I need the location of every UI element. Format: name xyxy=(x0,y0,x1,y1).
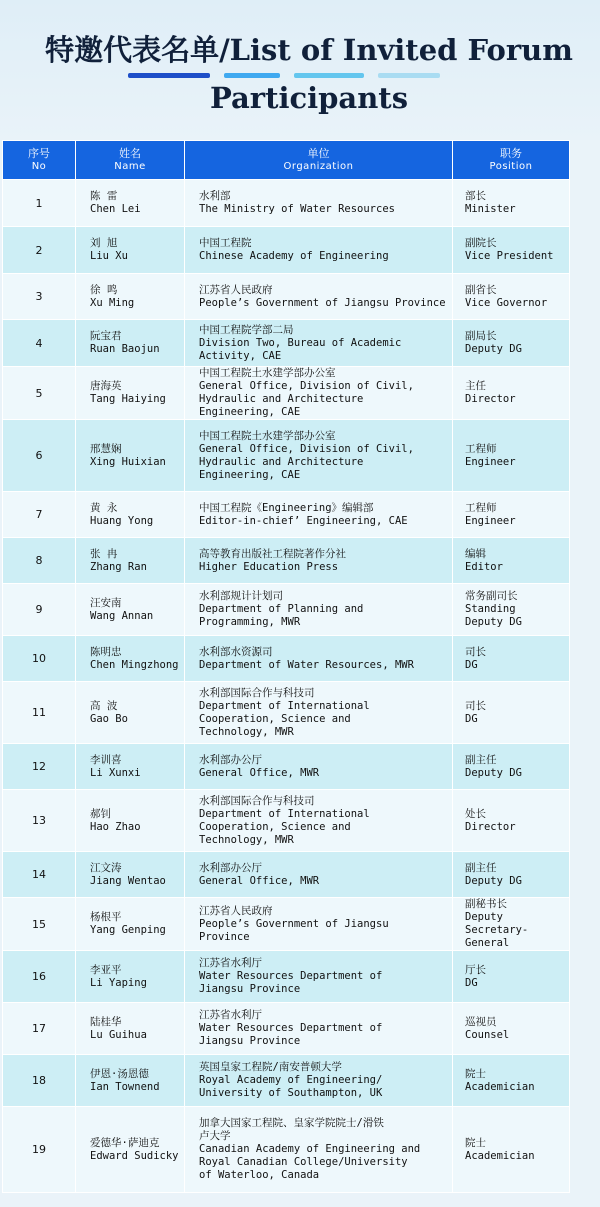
row-number: 4 xyxy=(3,320,76,367)
row-number: 10 xyxy=(3,636,76,682)
deco-bar xyxy=(378,73,440,78)
participant-organization: 水利部办公厅 General Office, MWR xyxy=(185,852,453,898)
participants-table xyxy=(2,140,570,1193)
table-row xyxy=(3,951,570,1003)
row-number: 16 xyxy=(3,951,76,1003)
participant-name: 陈明忠 Chen Mingzhong xyxy=(76,636,185,682)
participant-organization: 中国工程院《Engineering》编辑部 Editor-in-chief’ Engineering, CAE xyxy=(185,492,453,538)
row-number: 15 xyxy=(3,898,76,951)
participant-name: 李训喜 Li Xunxi xyxy=(76,744,185,790)
participant-organization: 英国皇家工程院/南安普顿大学 Royal Academy of Engineering/ University of Southampton, UK xyxy=(185,1055,453,1107)
row-number: 3 xyxy=(3,274,76,320)
table-row xyxy=(3,636,570,682)
header-organization: 单位 Organization xyxy=(185,141,453,180)
participant-position: 院士 Academician xyxy=(453,1055,570,1107)
table-row xyxy=(3,852,570,898)
participant-position: 常务副司长 Standing Deputy DG xyxy=(453,584,570,636)
row-number: 14 xyxy=(3,852,76,898)
table-row xyxy=(3,420,570,492)
table-row xyxy=(3,1055,570,1107)
participant-name: 徐 鸣 Xu Ming xyxy=(76,274,185,320)
participant-organization: 加拿大国家工程院、皇家学院院士/滑铁 卢大学 Canadian Academy of Engineering and Royal Canadian College/University of Waterloo, Canada xyxy=(185,1107,453,1193)
deco-bar xyxy=(128,73,210,78)
participant-name: 高 波 Gao Bo xyxy=(76,682,185,744)
row-number: 17 xyxy=(3,1003,76,1055)
participant-name: 伊恩·汤恩德 Ian Townend xyxy=(76,1055,185,1107)
participant-organization: 水利部 The Ministry of Water Resources xyxy=(185,180,453,227)
table-row xyxy=(3,790,570,852)
header-name: 姓名 Name xyxy=(76,141,185,180)
header-no: 序号 No xyxy=(3,141,76,180)
deco-bar xyxy=(294,73,364,78)
row-number: 7 xyxy=(3,492,76,538)
participant-organization: 中国工程院学部二局 Division Two, Bureau of Academic Activity, CAE xyxy=(185,320,453,367)
participant-organization: 水利部国际合作与科技司 Department of International Cooperation, Science and Technology, MWR xyxy=(185,682,453,744)
table-row xyxy=(3,492,570,538)
row-number: 6 xyxy=(3,420,76,492)
participant-organization: 江苏省人民政府 People’s Government of Jiangsu Province xyxy=(185,274,453,320)
participant-name: 黄 永 Huang Yong xyxy=(76,492,185,538)
row-number: 12 xyxy=(3,744,76,790)
participant-position: 编辑 Editor xyxy=(453,538,570,584)
participant-position: 院士 Academician xyxy=(453,1107,570,1193)
participant-organization: 高等教育出版社工程院著作分社 Higher Education Press xyxy=(185,538,453,584)
table-row xyxy=(3,320,570,367)
row-number: 11 xyxy=(3,682,76,744)
participant-name: 江文涛 Jiang Wentao xyxy=(76,852,185,898)
participant-position: 副院长 Vice President xyxy=(453,227,570,274)
participant-name: 陆桂华 Lu Guihua xyxy=(76,1003,185,1055)
participant-organization: 水利部规计计划司 Department of Planning and Programming, MWR xyxy=(185,584,453,636)
header-position: 职务 Position xyxy=(453,141,570,180)
participant-position: 巡视员 Counsel xyxy=(453,1003,570,1055)
participant-name: 张 冉 Zhang Ran xyxy=(76,538,185,584)
table-row xyxy=(3,584,570,636)
participant-name: 李亚平 Li Yaping xyxy=(76,951,185,1003)
title-line-1: 特邀代表名单/List of Invited Forum xyxy=(45,33,573,67)
row-number: 13 xyxy=(3,790,76,852)
table-row xyxy=(3,538,570,584)
table-body xyxy=(3,180,570,1193)
participant-position: 司长 DG xyxy=(453,682,570,744)
table-row xyxy=(3,1107,570,1193)
participant-position: 副局长 Deputy DG xyxy=(453,320,570,367)
participant-position: 副主任 Deputy DG xyxy=(453,852,570,898)
participant-organization: 水利部水资源司 Department of Water Resources, MWR xyxy=(185,636,453,682)
participant-name: 爱德华·萨迪克 Edward Sudicky xyxy=(76,1107,185,1193)
table-row xyxy=(3,180,570,227)
table-row xyxy=(3,274,570,320)
participant-organization: 水利部国际合作与科技司 Department of International Cooperation, Science and Technology, MWR xyxy=(185,790,453,852)
participant-position: 厅长 DG xyxy=(453,951,570,1003)
participant-organization: 江苏省水利厅 Water Resources Department of Jiangsu Province xyxy=(185,951,453,1003)
participant-name: 刘 旭 Liu Xu xyxy=(76,227,185,274)
row-number: 9 xyxy=(3,584,76,636)
participant-position: 工程师 Engineer xyxy=(453,420,570,492)
participant-name: 杨根平 Yang Genping xyxy=(76,898,185,951)
participant-position: 工程师 Engineer xyxy=(453,492,570,538)
table-row xyxy=(3,227,570,274)
participant-name: 阮宝君 Ruan Baojun xyxy=(76,320,185,367)
participant-organization: 江苏省人民政府 People’s Government of Jiangsu Province xyxy=(185,898,453,951)
participant-position: 副主任 Deputy DG xyxy=(453,744,570,790)
table-header-row xyxy=(3,141,570,180)
participant-organization: 中国工程院土水建学部办公室 General Office, Division of Civil, Hydraulic and Architecture Engineering, CAE xyxy=(185,420,453,492)
table-row xyxy=(3,744,570,790)
deco-bar xyxy=(224,73,280,78)
table-row xyxy=(3,367,570,420)
participant-organization: 江苏省水利厅 Water Resources Department of Jiangsu Province xyxy=(185,1003,453,1055)
participant-name: 汪安南 Wang Annan xyxy=(76,584,185,636)
participant-position: 主任 Director xyxy=(453,367,570,420)
row-number: 18 xyxy=(3,1055,76,1107)
row-number: 19 xyxy=(3,1107,76,1193)
participant-organization: 中国工程院土水建学部办公室 General Office, Division of Civil, Hydraulic and Architecture Engineering, CAE xyxy=(185,367,453,420)
table-row xyxy=(3,682,570,744)
participant-position: 副省长 Vice Governor xyxy=(453,274,570,320)
row-number: 8 xyxy=(3,538,76,584)
title-line-2: Participants xyxy=(209,81,409,115)
participant-position: 处长 Director xyxy=(453,790,570,852)
participant-name: 陈 雷 Chen Lei xyxy=(76,180,185,227)
row-number: 1 xyxy=(3,180,76,227)
row-number: 2 xyxy=(3,227,76,274)
participant-position: 副秘书长 Deputy Secretary-General xyxy=(453,898,570,951)
participant-name: 郝钊 Hao Zhao xyxy=(76,790,185,852)
participant-organization: 水利部办公厅 General Office, MWR xyxy=(185,744,453,790)
participant-position: 部长 Minister xyxy=(453,180,570,227)
title-decoration-bars xyxy=(128,73,468,79)
participant-name: 唐海英 Tang Haiying xyxy=(76,367,185,420)
participant-position: 司长 DG xyxy=(453,636,570,682)
participant-name: 邢慧娴 Xing Huixian xyxy=(76,420,185,492)
participant-organization: 中国工程院 Chinese Academy of Engineering xyxy=(185,227,453,274)
table-row xyxy=(3,898,570,951)
table-row xyxy=(3,1003,570,1055)
row-number: 5 xyxy=(3,367,76,420)
